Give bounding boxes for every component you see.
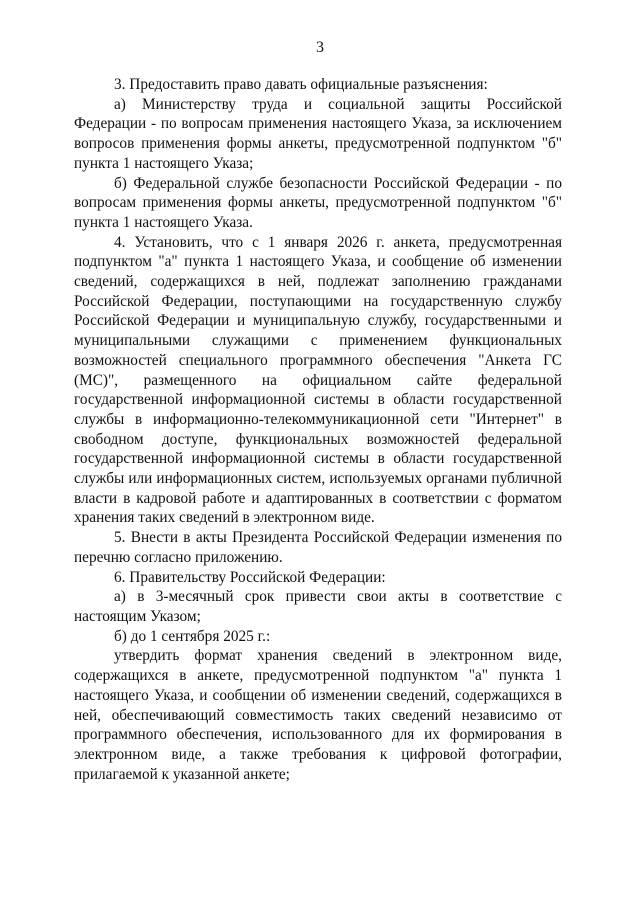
paragraph-3a: а) Министерству труда и социальной защиты Российской Федерации - по вопросам применения настоящего Указа, за исключением вопросов применения формы анкеты, предусмотренной подпунктом "б" пункта 1 настоящего Указа;: [74, 95, 562, 172]
paragraph-6b: б) до 1 сентября 2025 г.:: [114, 627, 271, 645]
paragraph-6b-item: утвердить формат хранения сведений в электронном виде, содержащихся в анкете, предусмотренной подпунктом "а" пункта 1 настоящего Указа, и сообщении об изменении сведений, содержащихся в ней, обеспечивающий совместимость таких сведений независимо от программного обеспечения, использованного для их формирования в электронном виде, а также требования к цифровой фотографии, прилагаемой к указанной анкете;: [74, 647, 562, 783]
document-body: [74, 75, 562, 784]
paragraph-3b: б) Федеральной службе безопасности Российской Федерации - по вопросам применения формы анкеты, предусмотренной подпунктом "б" пункта 1 настоящего Указа.: [74, 174, 562, 231]
paragraph-5: 5. Внести в акты Президента Российской Федерации изменения по перечню согласно приложению.: [74, 529, 562, 566]
paragraph-6a: а) в 3-месячный срок привести свои акты в соответствие с настоящим Указом;: [74, 588, 562, 625]
paragraph-3: 3. Предоставить право давать официальные разъяснения:: [114, 76, 488, 93]
paragraph-4: 4. Установить, что с 1 января 2026 г. анкета, предусмотренная подпунктом "а" пункта 1 настоящего Указа, и сообщение об изменении сведений, содержащихся в ней, подлежат заполнению гражданами Российской Федерации, поступающими на государственную службу Российской Федерации и муниципальную службу, государственными и муниципальными служащими с применением функциональных возможностей специального программного обеспечения "Анкета ГС (МС)", размещенного на официальном сайте федеральной государственной информационной системы в области государственной службы в информационно-телекоммуникационной сети "Интернет" в свободном доступе, функциональных возможностей федеральной государственной информационной системы в области государственной службы или информационных систем, используемых органами публичной власти в кадровой работе и адаптированных в соответствии с форматом хранения таких сведений в электронном виде.: [74, 233, 562, 527]
page-number: 3: [316, 39, 324, 56]
paragraph-6: 6. Правительству Российской Федерации:: [114, 568, 386, 586]
